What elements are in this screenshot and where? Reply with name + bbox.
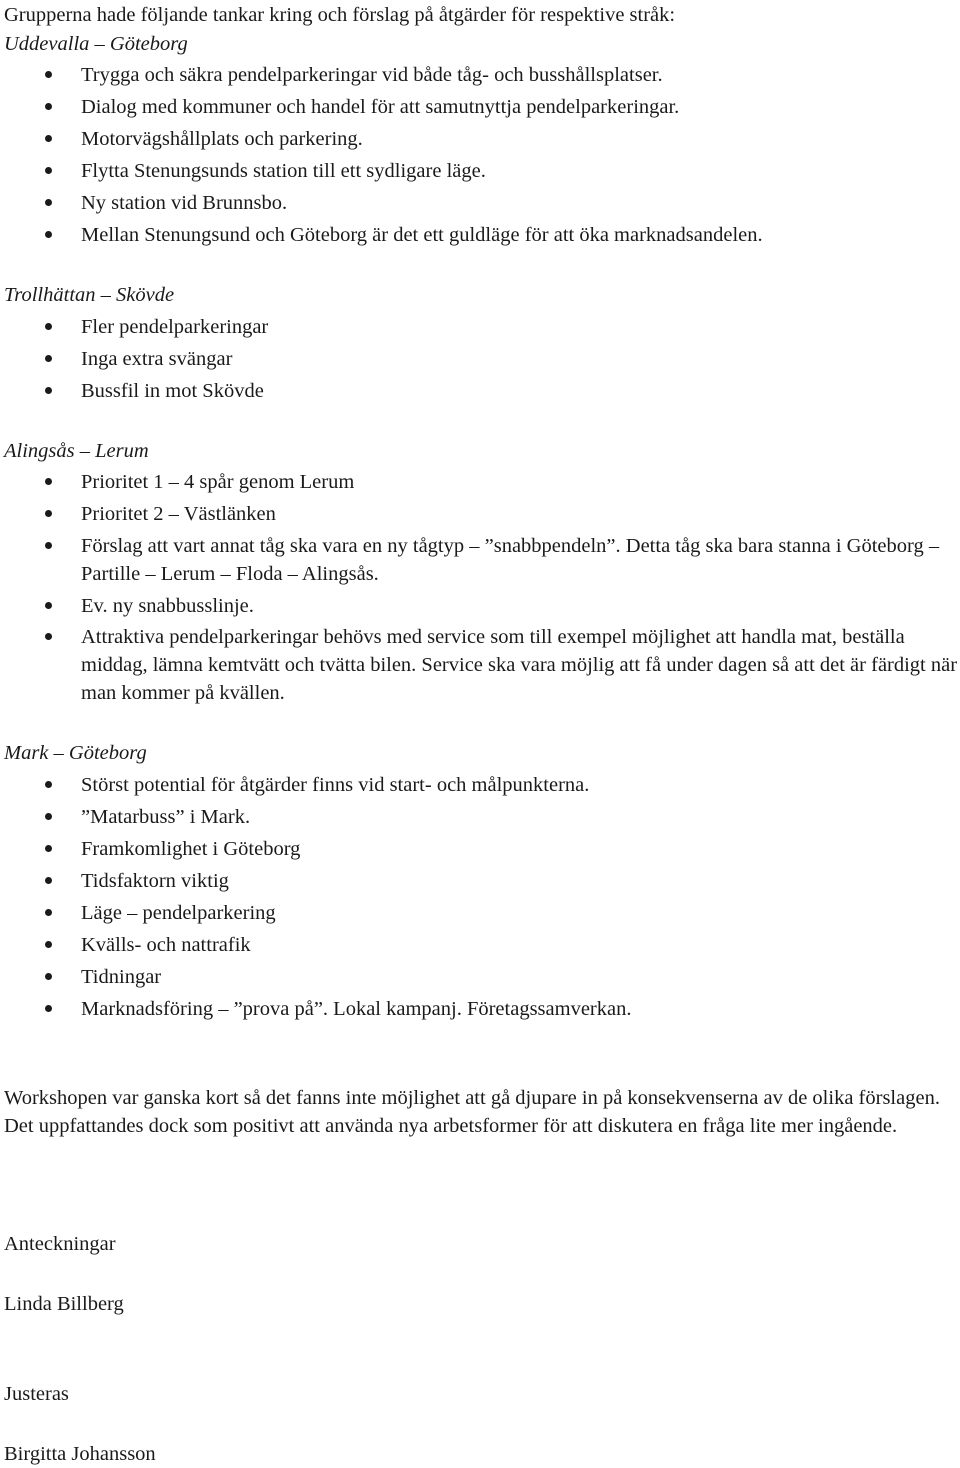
section-heading-uddevalla-goteborg: Uddevalla – Göteborg	[4, 33, 188, 55]
bullet-icon	[45, 909, 52, 916]
notes-author-name: Linda Billberg	[4, 1293, 124, 1315]
bullet-icon	[45, 781, 52, 788]
bullet-icon	[45, 355, 52, 362]
intro-text: Grupperna hade följande tankar kring och förslag på åtgärder för respektive stråk:	[4, 4, 676, 26]
bullet-list-alingsas-lerum	[0, 468, 958, 711]
bullet-icon	[45, 813, 52, 820]
bullet-icon	[45, 973, 52, 980]
bullet-icon	[45, 1005, 52, 1012]
bullet-icon	[45, 323, 52, 330]
bullet-list-trollhattan-skovde	[0, 313, 958, 409]
list-item: ”Matarbuss” i Mark.	[0, 803, 958, 835]
bullet-icon	[45, 71, 52, 78]
list-item: Kvälls- och nattrafik	[0, 931, 958, 963]
list-item: Ev. ny snabbusslinje.	[0, 592, 958, 623]
bullet-icon	[45, 941, 52, 948]
list-item: Trygga och säkra pendelparkeringar vid både tåg- och busshållsplatser.	[0, 61, 958, 93]
list-item: Mellan Stenungsund och Göteborg är det ett guldläge för att öka marknadsandelen.	[0, 221, 958, 253]
list-item: Marknadsföring – ”prova på”. Lokal kampanj. Företagssamverkan.	[0, 995, 958, 1027]
list-item: Tidsfaktorn viktig	[0, 867, 958, 899]
bullet-icon	[45, 602, 52, 609]
bullet-icon	[45, 387, 52, 394]
bullet-icon	[45, 167, 52, 174]
bullet-list-uddevalla-goteborg	[0, 61, 958, 253]
bullet-icon	[45, 542, 52, 549]
section-heading-alingsas-lerum: Alingsås – Lerum	[4, 440, 149, 462]
bullet-icon	[45, 845, 52, 852]
summary-paragraph: Workshopen var ganska kort så det fanns inte möjlighet att gå djupare in på konsekvenserna av de olika förslagen. Det uppfattandes dock som positivt att använda nya arbetsformer för att diskutera en fråga lite mer ingående.	[4, 1087, 940, 1137]
list-item: Attraktiva pendelparkeringar behövs med service som till exempel möjlighet att handla mat, beställa middag, lämna kemtvätt och tvätta bilen. Service ska vara möjlig att få under dagen så att det är färdigt när man kommer på kvällen.	[0, 623, 958, 711]
list-item: Ny station vid Brunnsbo.	[0, 189, 958, 221]
list-item: Dialog med kommuner och handel för att samutnyttja pendelparkeringar.	[0, 93, 958, 125]
bullet-icon	[45, 510, 52, 517]
bullet-icon	[45, 103, 52, 110]
bullet-icon	[45, 633, 52, 640]
bullet-icon	[45, 877, 52, 884]
list-item: Inga extra svängar	[0, 345, 958, 377]
section-heading-mark-goteborg: Mark – Göteborg	[4, 742, 147, 764]
review-name: Birgitta Johansson	[4, 1443, 156, 1465]
list-item: Flytta Stenungsunds station till ett sydligare läge.	[0, 157, 958, 189]
bullet-list-mark-goteborg	[0, 771, 958, 1027]
list-item: Prioritet 1 – 4 spår genom Lerum	[0, 468, 958, 500]
list-item: Tidningar	[0, 963, 958, 995]
list-item: Fler pendelparkeringar	[0, 313, 958, 345]
list-item: Läge – pendelparkering	[0, 899, 958, 931]
notes-label: Anteckningar	[4, 1233, 116, 1255]
bullet-icon	[45, 478, 52, 485]
list-item: Prioritet 2 – Västlänken	[0, 500, 958, 532]
bullet-icon	[45, 135, 52, 142]
list-item: Förslag att vart annat tåg ska vara en ny tågtyp – ”snabbpendeln”. Detta tåg ska bara stanna i Göteborg – Partille – Lerum – Floda – Alingsås.	[0, 532, 958, 592]
review-label: Justeras	[4, 1383, 69, 1405]
bullet-icon	[45, 231, 52, 238]
bullet-icon	[45, 199, 52, 206]
list-item: Bussfil in mot Skövde	[0, 377, 958, 409]
list-item: Framkomlighet i Göteborg	[0, 835, 958, 867]
section-heading-trollhattan-skovde: Trollhättan – Skövde	[4, 284, 175, 306]
list-item: Störst potential för åtgärder finns vid start- och målpunkterna.	[0, 771, 958, 803]
list-item: Motorvägshållplats och parkering.	[0, 125, 958, 157]
